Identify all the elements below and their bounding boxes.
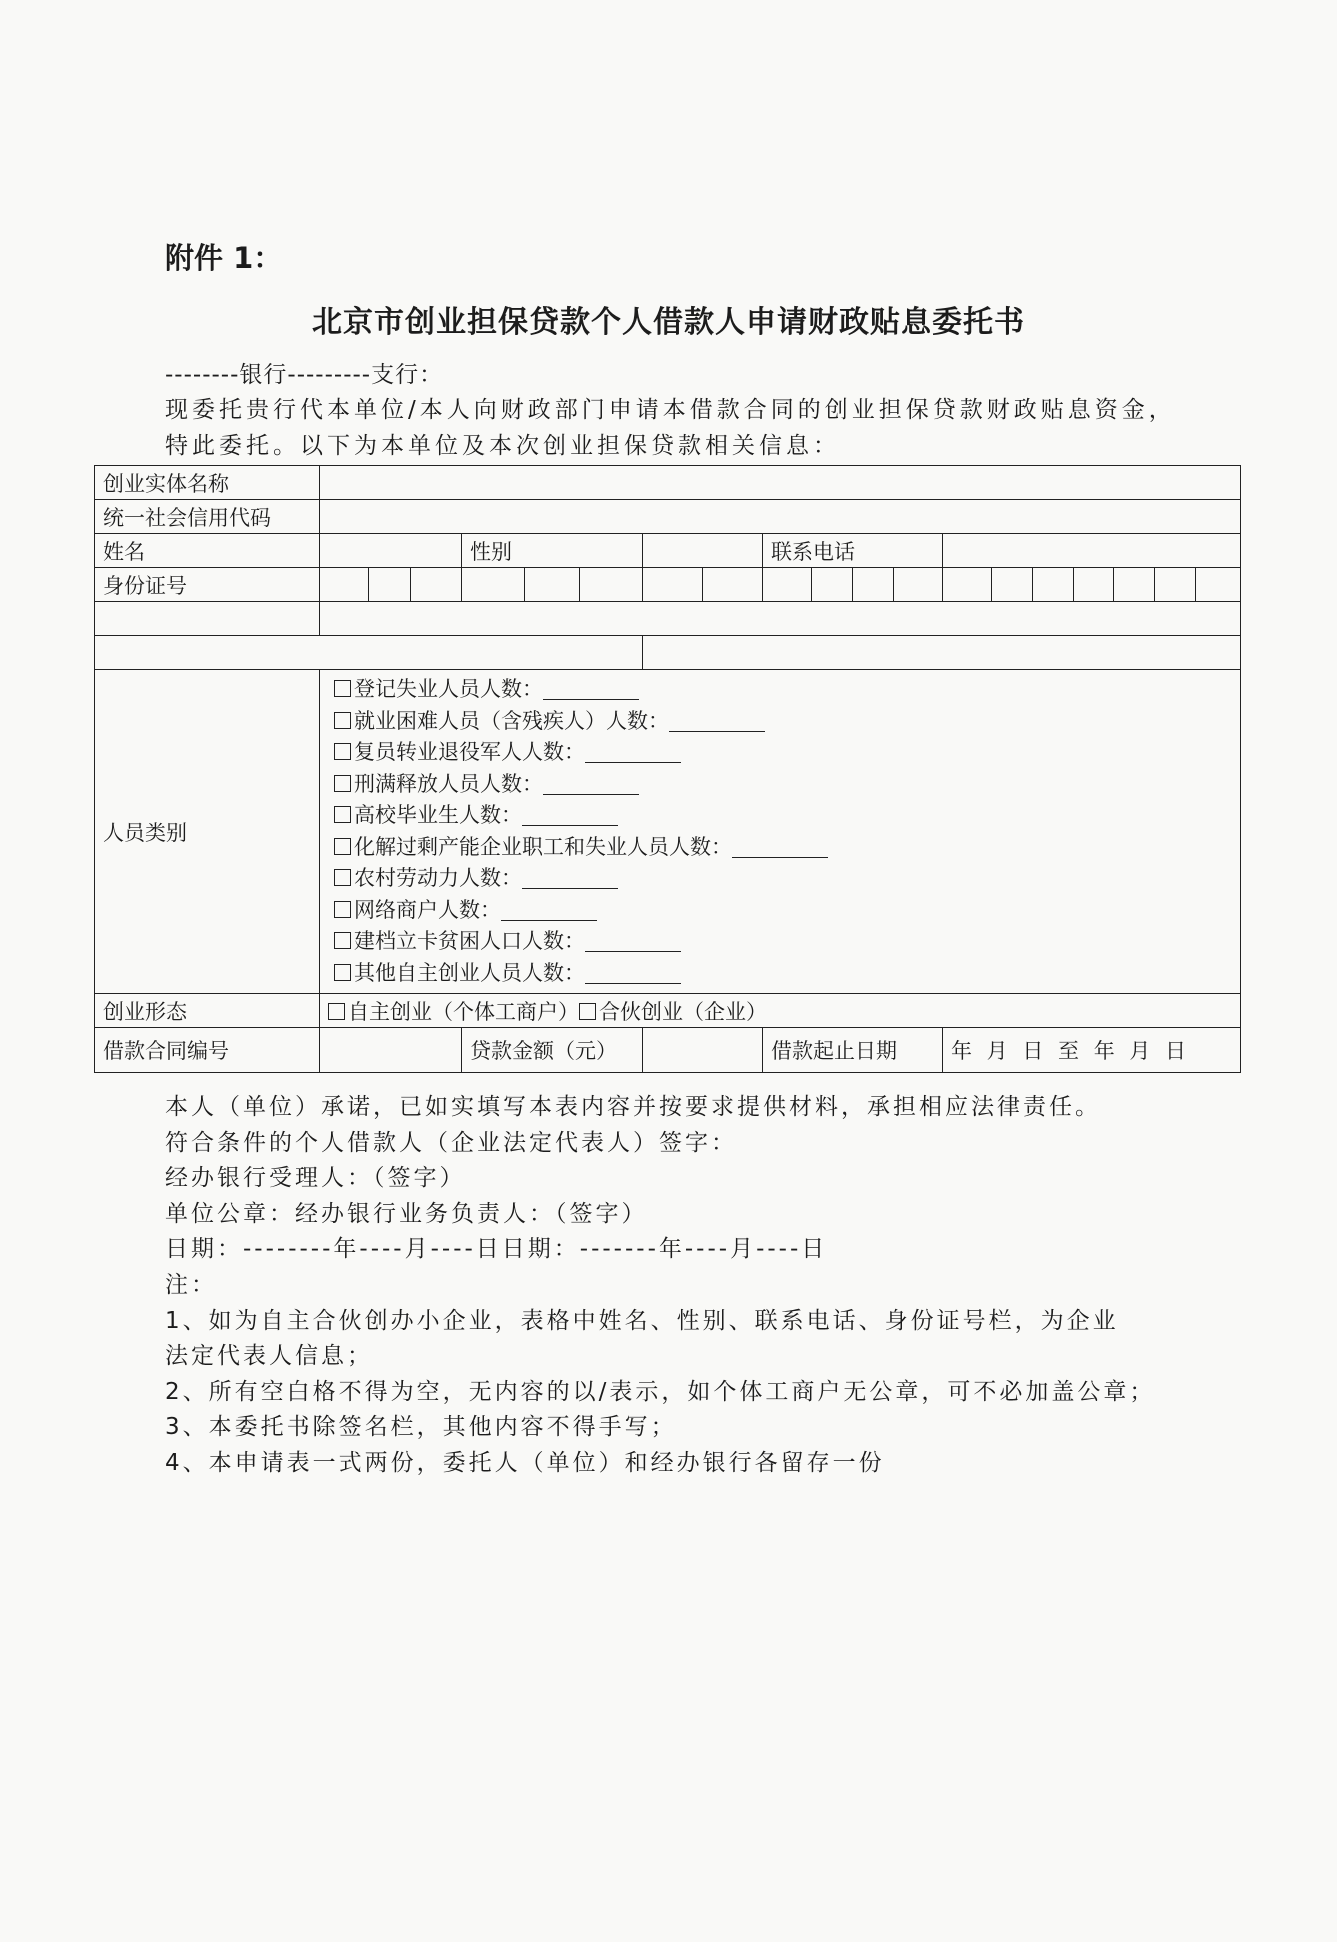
- category-options: [320, 670, 1241, 994]
- category-text: 建档立卡贫困人口人数：: [354, 929, 585, 953]
- row-id-number: [95, 568, 1241, 602]
- category-text: 高校毕业生人数：: [354, 803, 522, 827]
- blank-cell[interactable]: [95, 636, 643, 670]
- id-cell[interactable]: [771, 568, 811, 601]
- category-text: 农村劳动力人数：: [354, 866, 522, 890]
- row-name-gender-phone: [95, 534, 1241, 568]
- name-field[interactable]: [320, 534, 462, 568]
- row-blank-1: [95, 602, 1241, 636]
- form-type-label: 创业形态: [95, 994, 320, 1028]
- category-checkbox[interactable]: [334, 806, 351, 823]
- loan-amount-field[interactable]: [643, 1028, 763, 1073]
- id-cells-group: [462, 568, 643, 602]
- id-cell[interactable]: [470, 568, 524, 601]
- footer-section: [165, 1090, 1155, 1482]
- name-label: 姓名: [95, 534, 320, 568]
- id-cell[interactable]: [991, 568, 1032, 601]
- form-type-option-1: 自主创业（个体工商户）: [348, 999, 579, 1024]
- category-checkbox[interactable]: [334, 964, 351, 981]
- credit-code-label: 统一社会信用代码: [95, 500, 320, 534]
- id-cell[interactable]: [702, 568, 754, 601]
- category-text: 化解过剩产能企业职工和失业人员人数：: [354, 834, 732, 859]
- application-form-table: [94, 465, 1241, 1073]
- category-text: 登记失业人员人数：: [354, 677, 543, 701]
- category-item: [334, 832, 1232, 864]
- id-cell[interactable]: [368, 568, 411, 601]
- count-blank[interactable]: [522, 805, 618, 826]
- credit-code-field[interactable]: [320, 500, 1241, 534]
- id-cells-group: [320, 568, 462, 602]
- id-cells-group: [643, 568, 763, 602]
- id-cell[interactable]: [1195, 568, 1232, 601]
- category-checkbox[interactable]: [334, 869, 351, 886]
- category-item: [334, 737, 1232, 769]
- category-item: [334, 958, 1232, 990]
- category-text: 刑满释放人员人数：: [354, 771, 543, 796]
- count-blank[interactable]: [501, 900, 597, 921]
- count-blank[interactable]: [543, 774, 639, 795]
- category-label: 人员类别: [95, 670, 320, 994]
- document-title: 北京市创业担保贷款个人借款人申请财政贴息委托书: [312, 305, 1025, 340]
- id-cell[interactable]: [1113, 568, 1154, 601]
- category-checkbox[interactable]: [334, 743, 351, 760]
- intro-line: 现委托贵行代本单位/本人向财政部门申请本借款合同的创业担保贷款财政贴息资金，: [165, 397, 1176, 423]
- id-cell[interactable]: [1073, 568, 1114, 601]
- id-cell[interactable]: [524, 568, 579, 601]
- id-cell[interactable]: [651, 568, 702, 601]
- id-cell[interactable]: [811, 568, 852, 601]
- category-text: 网络商户人数：: [354, 897, 501, 922]
- contract-no-field[interactable]: [320, 1028, 462, 1073]
- count-blank[interactable]: [585, 931, 681, 952]
- form-type-option-2: 合伙创业（企业）: [599, 999, 767, 1024]
- category-item: [334, 769, 1232, 801]
- entity-name-label: 创业实体名称: [95, 466, 320, 500]
- id-cell[interactable]: [852, 568, 893, 601]
- gender-label: 性别: [462, 534, 643, 568]
- phone-field[interactable]: [943, 534, 1241, 568]
- count-blank[interactable]: [732, 837, 828, 858]
- id-cell[interactable]: [951, 568, 991, 601]
- addressee-line: --------银行---------支行：: [165, 362, 444, 388]
- seal-line: 单位公章：经办银行业务负责人：（签字）: [165, 1200, 648, 1227]
- blank-cell[interactable]: [643, 636, 1241, 670]
- note-line: 法定代表人信息；: [165, 1343, 373, 1370]
- borrower-signature-line: 符合条件的个人借款人（企业法定代表人）签字：: [165, 1129, 737, 1156]
- gender-field[interactable]: [643, 534, 763, 568]
- loan-period-field[interactable]: 年 月 日 至 年 月 日: [943, 1028, 1241, 1073]
- row-personnel-category: [95, 670, 1241, 994]
- count-blank[interactable]: [585, 742, 681, 763]
- phone-label: 联系电话: [763, 534, 943, 568]
- id-cell[interactable]: [893, 568, 934, 601]
- row-credit-code: [95, 500, 1241, 534]
- id-cells-group: [763, 568, 943, 602]
- id-cell[interactable]: [579, 568, 634, 601]
- note-line: 4、本申请表一式两份，委托人（单位）和经办银行各留存一份: [165, 1449, 885, 1476]
- notes-title: 注：: [165, 1271, 217, 1298]
- count-blank[interactable]: [585, 963, 681, 984]
- row-blank-2: [95, 636, 1241, 670]
- blank-cell[interactable]: [320, 602, 1241, 636]
- row-entity-name: [95, 466, 1241, 500]
- category-item: [334, 863, 1232, 895]
- blank-cell[interactable]: [95, 602, 320, 636]
- id-cell[interactable]: [328, 568, 368, 601]
- form-type-checkbox-1[interactable]: [328, 1003, 345, 1020]
- category-item: [334, 800, 1232, 832]
- note-line: 3、本委托书除签名栏，其他内容不得手写；: [165, 1414, 677, 1441]
- id-label: 身份证号: [95, 568, 320, 602]
- count-blank[interactable]: [522, 868, 618, 889]
- intro-line: 特此委托。以下为本单位及本次创业担保贷款相关信息：: [165, 433, 840, 459]
- category-item: [334, 706, 1232, 738]
- contract-no-label: 借款合同编号: [95, 1028, 320, 1073]
- id-cell[interactable]: [1154, 568, 1195, 601]
- intro-paragraph: [165, 392, 1176, 464]
- category-text: 其他自主创业人员人数：: [354, 960, 585, 985]
- category-checkbox[interactable]: [334, 932, 351, 949]
- row-loan-info: [95, 1028, 1241, 1073]
- category-checkbox[interactable]: [334, 680, 351, 697]
- category-item: [334, 895, 1232, 927]
- category-text: 复员转业退役军人人数：: [354, 740, 585, 764]
- category-item: [334, 926, 1232, 958]
- id-cells-group: [943, 568, 1241, 602]
- category-checkbox[interactable]: [334, 775, 351, 792]
- date-line: 日期：--------年----月----日日期：-------年----月----日: [165, 1236, 828, 1263]
- row-business-form: [95, 994, 1241, 1028]
- attachment-label: 附件 1：: [165, 241, 283, 275]
- category-checkbox[interactable]: [334, 838, 351, 855]
- form-type-options: [320, 994, 1241, 1028]
- id-cell[interactable]: [1032, 568, 1073, 601]
- count-blank[interactable]: [543, 679, 639, 700]
- entity-name-field[interactable]: [320, 466, 1241, 500]
- note-line: 2、所有空白格不得为空，无内容的以/表示，如个体工商户无公章，可不必加盖公章；: [165, 1378, 1156, 1405]
- category-checkbox[interactable]: [334, 712, 351, 729]
- loan-amount-label: 贷款金额（元）: [462, 1028, 643, 1073]
- category-item: [334, 674, 1232, 706]
- category-text: 就业困难人员（含残疾人）人数：: [354, 708, 669, 733]
- pledge-text: 本人（单位）承诺，已如实填写本表内容并按要求提供材料，承担相应法律责任。: [165, 1094, 1101, 1120]
- count-blank[interactable]: [669, 711, 765, 732]
- id-cell[interactable]: [410, 568, 453, 601]
- bank-handler-signature-line: 经办银行受理人：（签字）: [165, 1165, 466, 1192]
- form-type-checkbox-2[interactable]: [579, 1003, 596, 1020]
- note-line: 1、如为自主合伙创办小企业，表格中姓名、性别、联系电话、身份证号栏，为企业: [165, 1307, 1119, 1334]
- loan-period-label: 借款起止日期: [763, 1028, 943, 1073]
- category-checkbox[interactable]: [334, 901, 351, 918]
